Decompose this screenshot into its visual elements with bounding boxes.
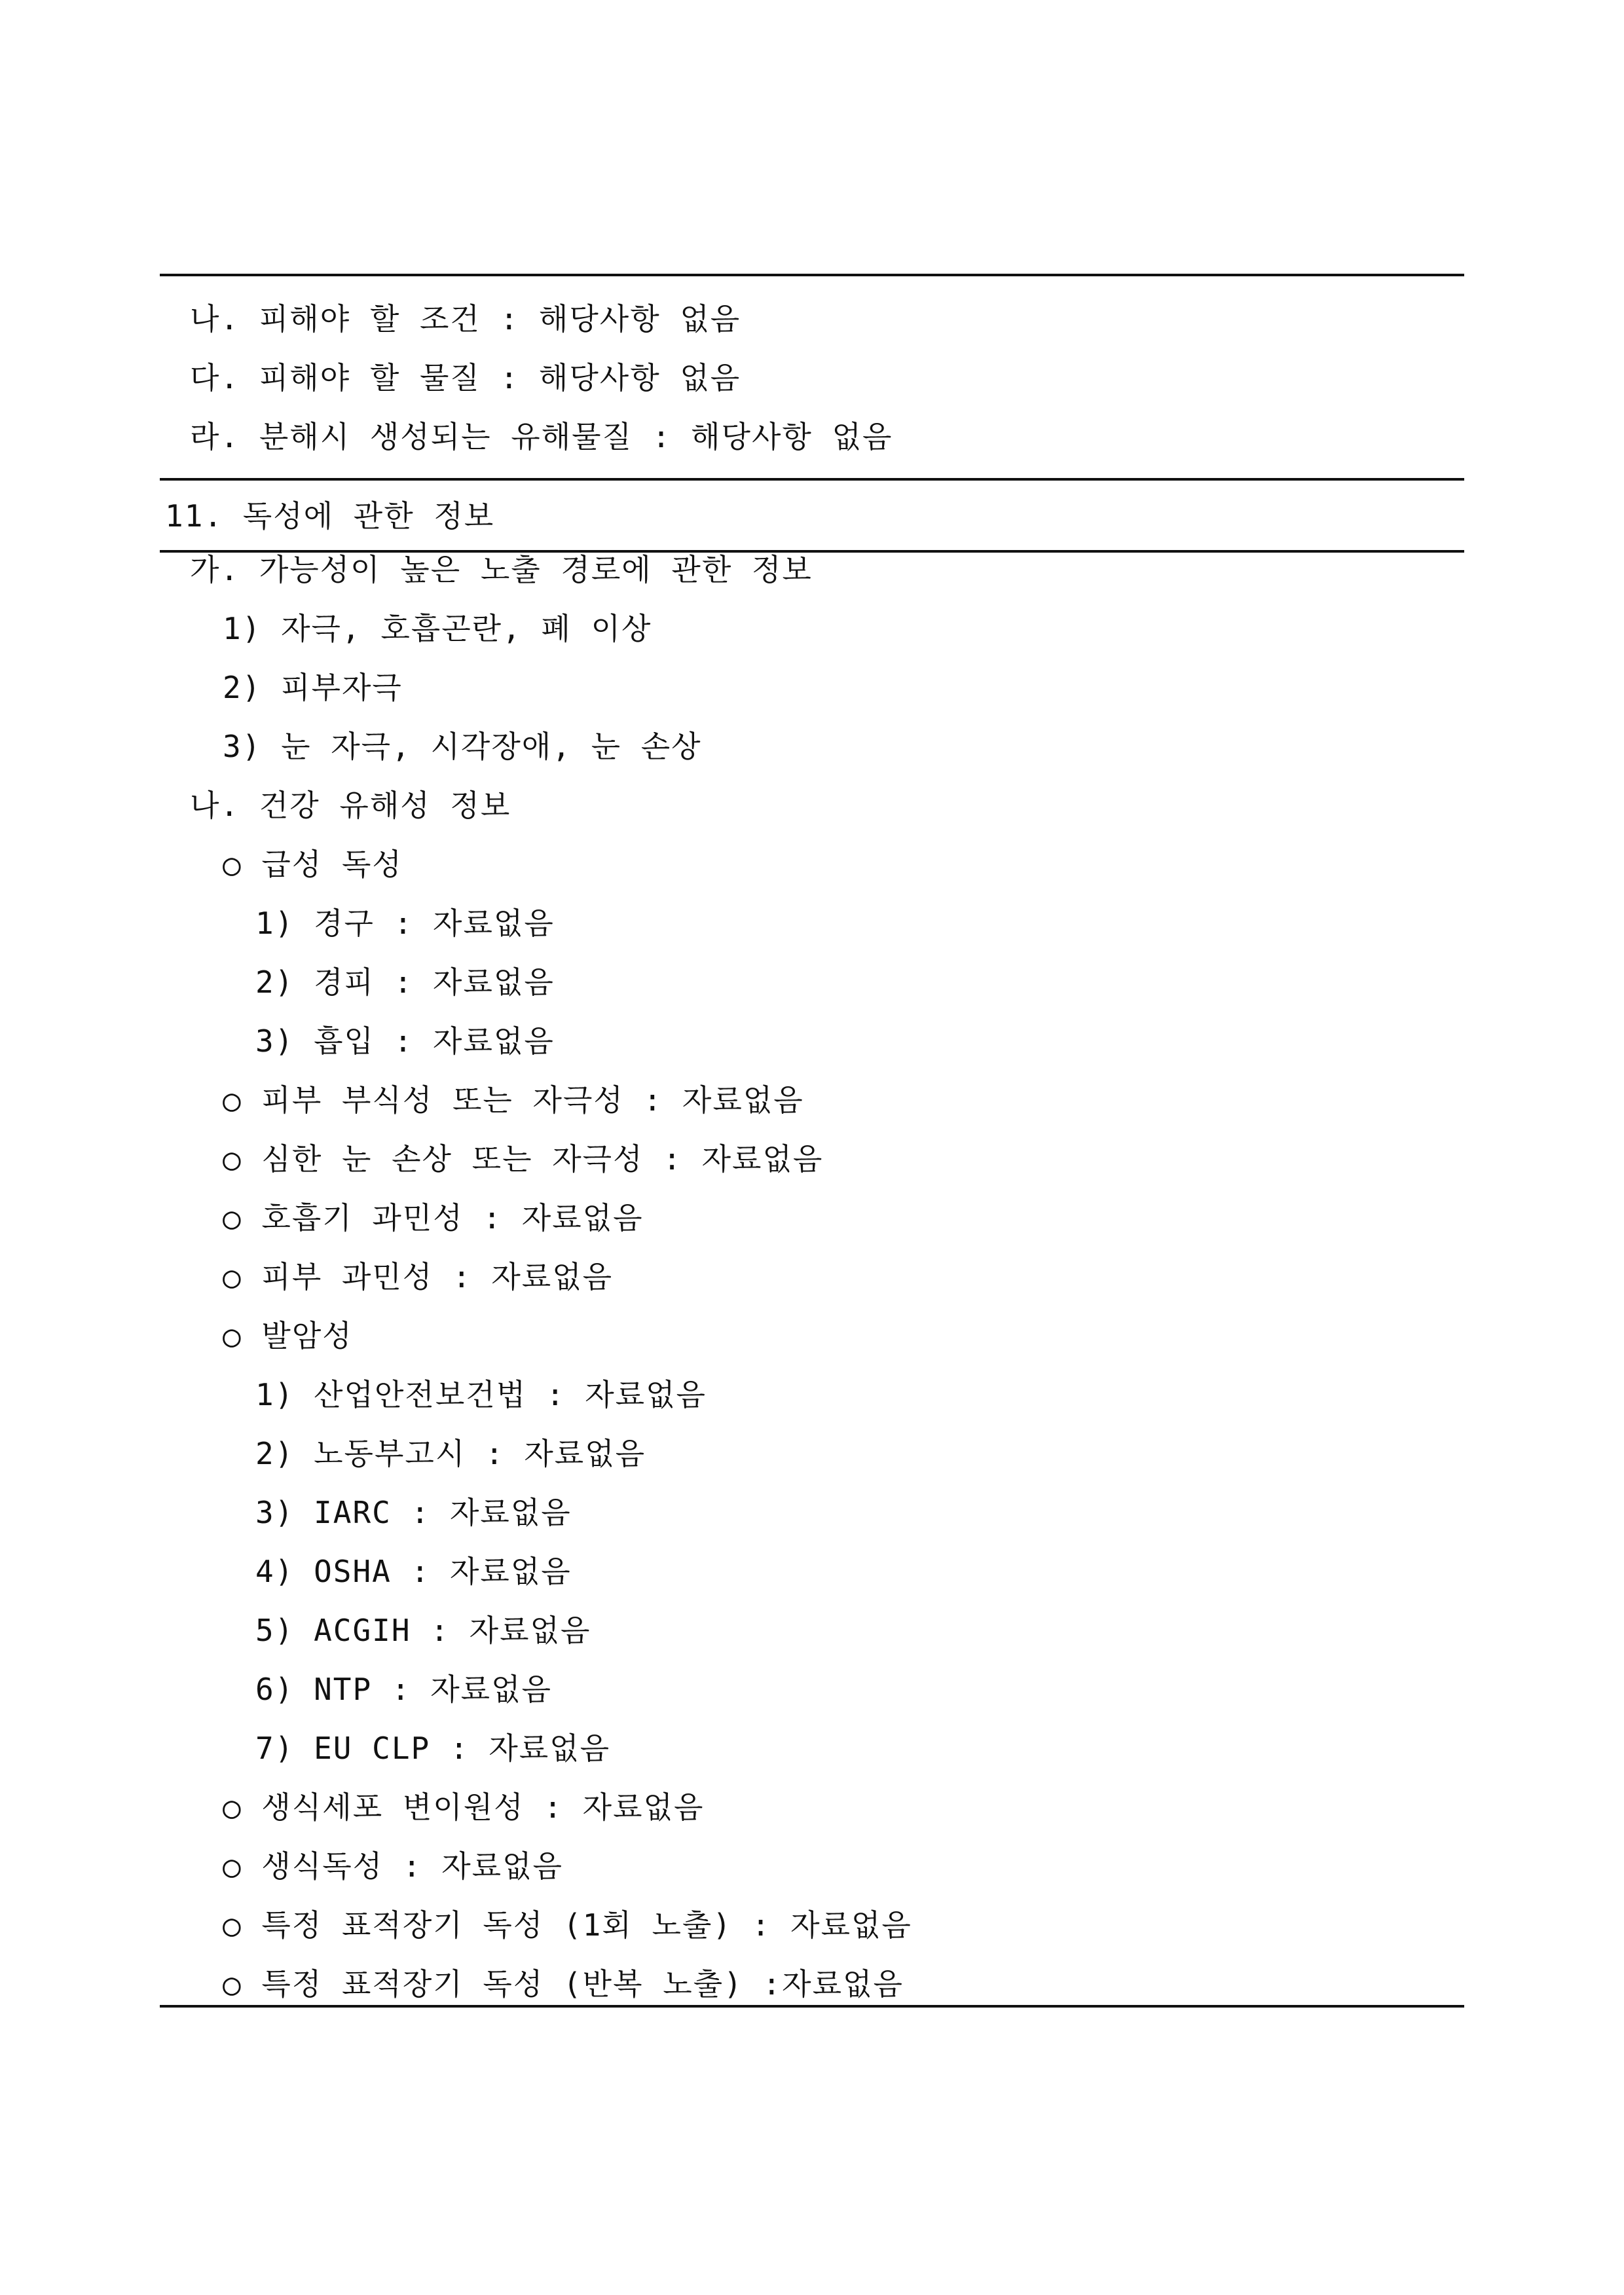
exposure-heading: 가. 가능성이 높은 노출 경로에 관한 정보: [190, 552, 813, 587]
resp-sensitization: ○ 호흡기 과민성 : 자료없음: [223, 1200, 644, 1236]
carcinogenicity-item: 5) ACGIH : 자료없음: [255, 1613, 591, 1648]
carcinogenicity-item: 1) 산업안전보건법 : 자료없음: [255, 1377, 707, 1412]
section-11-title: 11. 독성에 관한 정보: [165, 498, 495, 534]
health-heading: 나. 건강 유해성 정보: [190, 788, 511, 823]
carcinogenicity-item: 2) 노동부고시 : 자료없음: [255, 1436, 646, 1471]
skin-sensitization: ○ 피부 과민성 : 자료없음: [223, 1259, 614, 1294]
exposure-item: 2) 피부자극: [223, 670, 403, 705]
carcinogenicity-item: 6) NTP : 자료없음: [255, 1672, 552, 1707]
acute-item-dermal: 2) 경피 : 자료없음: [255, 964, 555, 1000]
skin-corrosion: ○ 피부 부식성 또는 자극성 : 자료없음: [223, 1082, 804, 1118]
avoid-conditions: 나. 피해야 할 조건 : 해당사항 없음: [190, 301, 741, 337]
acute-item-oral: 1) 경구 : 자료없음: [255, 906, 555, 941]
carcinogenicity-item: 3) IARC : 자료없음: [255, 1495, 572, 1530]
carcinogenicity-item: 7) EU CLP : 자료없음: [255, 1731, 611, 1766]
acute-toxicity-label: ○ 급성 독성: [223, 847, 403, 882]
acute-item-inhalation: 3) 흡입 : 자료없음: [255, 1023, 555, 1059]
section-divider: [160, 478, 1464, 481]
reproductive-toxicity: ○ 생식독성 : 자료없음: [223, 1848, 563, 1884]
exposure-item: 1) 자극, 호흡곤란, 폐 이상: [223, 611, 652, 646]
eye-damage: ○ 심한 눈 손상 또는 자극성 : 자료없음: [223, 1141, 824, 1177]
top-divider: [160, 274, 1464, 276]
bottom-divider: [160, 2005, 1464, 2008]
carcinogenicity-label: ○ 발암성: [223, 1318, 353, 1353]
decomposition-products: 라. 분해시 생성되는 유해물질 : 해당사항 없음: [190, 419, 893, 454]
germ-cell-mutagenicity: ○ 생식세포 변이원성 : 자료없음: [223, 1790, 705, 1825]
carcinogenicity-item: 4) OSHA : 자료없음: [255, 1554, 572, 1589]
exposure-item: 3) 눈 자극, 시각장애, 눈 손상: [223, 729, 702, 764]
stot-repeated-exposure: ○ 특정 표적장기 독성 (반복 노출) :자료없음: [223, 1966, 904, 2002]
avoid-materials: 다. 피해야 할 물질 : 해당사항 없음: [190, 360, 741, 395]
stot-single-exposure: ○ 특정 표적장기 독성 (1회 노출) : 자료없음: [223, 1907, 912, 1943]
